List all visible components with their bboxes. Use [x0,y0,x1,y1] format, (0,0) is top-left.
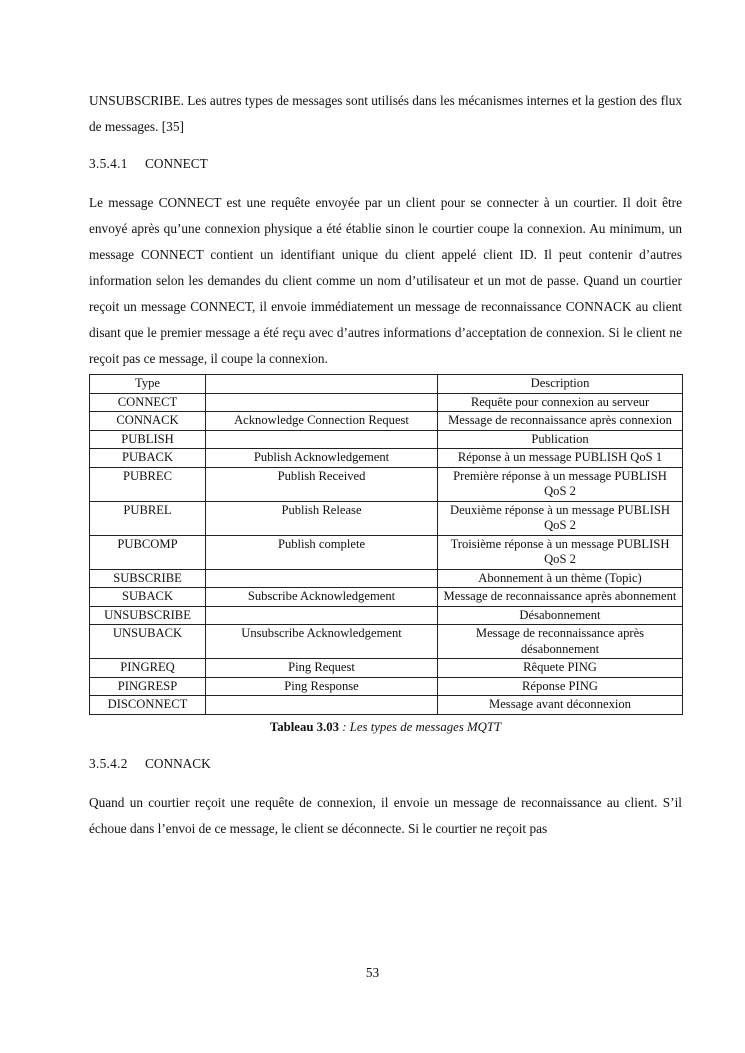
cell-description: Réponse à un message PUBLISH QoS 1 [438,449,683,468]
paragraph-connack: Quand un courtier reçoit une requête de connexion, il envoie un message de reconnaissance au client. S’il échoue dans l’envoi de ce message, le client se déconnecte. Si le courtier ne reçoit pas [89,794,682,836]
cell-description: Message de reconnaissance après désabonnement [438,625,683,659]
table-header-row [90,375,683,394]
cell-name [206,696,438,715]
cell-name [206,569,438,588]
cell-type: UNSUBSCRIBE [90,606,206,625]
cell-description: Réponse PING [438,677,683,696]
table-caption [89,718,682,736]
table-row [90,412,683,431]
header-description: Description [438,375,683,394]
cell-type: PINGREQ [90,659,206,678]
cell-name: Publish Release [206,501,438,535]
table-row [90,449,683,468]
paragraph-connect: Le message CONNECT est une requête envoyée par un client pour se connecter à un courtier. Il doit être envoyé après qu’une connexion physique a été établie sinon le courtier coupe la connexion. Au minimum, un message CONNECT contient un identifiant unique du client appelé client ID. Il peut contenir d’autres information selon les demandes du client comme un nom d’utilisateur et un mot de passe. Quand un courtier reçoit un message CONNECT, il envoie immédiatement un message de reconnaissance CONNACK au client disant que le premier message a été reçu avec d’autres informations d’acceptation de connexion. Si le client ne reçoit pas ce message, il coupe la connexion. [89,195,682,366]
cell-description: Abonnement à un thème (Topic) [438,569,683,588]
cell-name: Publish Acknowledgement [206,449,438,468]
cell-type: SUBSCRIBE [90,569,206,588]
cell-name [206,393,438,412]
cell-description: Message de reconnaissance après connexion [438,412,683,431]
table-row [90,467,683,501]
cell-description: Message de reconnaissance après abonnement [438,588,683,607]
cell-type: PUBLISH [90,430,206,449]
cell-name: Unsubscribe Acknowledgement [206,625,438,659]
cell-name: Acknowledge Connection Request [206,412,438,431]
mqtt-message-types-table [89,374,683,715]
table-row [90,677,683,696]
cell-name: Publish Received [206,467,438,501]
page-content [89,88,682,842]
table-row [90,588,683,607]
table-row [90,625,683,659]
cell-description: Message avant déconnexion [438,696,683,715]
cell-type: PUBREL [90,501,206,535]
cell-type: UNSUBACK [90,625,206,659]
cell-description: Rêquete PING [438,659,683,678]
section-number: 3.5.4.1 [89,156,128,171]
table-row [90,535,683,569]
paragraph-intro: UNSUBSCRIBE. Les autres types de messages sont utilisés dans les mécanismes internes et la gestion des flux de messages. [35] [89,93,682,134]
table-row [90,569,683,588]
section-heading-connect [89,154,682,174]
cell-description: Troisième réponse à un message PUBLISH QoS 2 [438,535,683,569]
table-row [90,501,683,535]
cell-name: Publish complete [206,535,438,569]
section-title: CONNECT [145,156,208,171]
cell-type: DISCONNECT [90,696,206,715]
table-row [90,696,683,715]
table-row [90,393,683,412]
cell-type: SUBACK [90,588,206,607]
section-title: CONNACK [145,755,211,771]
cell-type: PUBCOMP [90,535,206,569]
cell-description: Désabonnement [438,606,683,625]
cell-type: CONNACK [90,412,206,431]
cell-name: Ping Response [206,677,438,696]
cell-type: PUBACK [90,449,206,468]
cell-name: Subscribe Acknowledgement [206,588,438,607]
cell-type: PUBREC [90,467,206,501]
cell-type: CONNECT [90,393,206,412]
cell-description: Requête pour connexion au serveur [438,393,683,412]
cell-description: Publication [438,430,683,449]
cell-name [206,606,438,625]
cell-name [206,430,438,449]
cell-name: Ping Request [206,659,438,678]
section-heading-connack [89,754,682,774]
caption-text: : Les types de messages MQTT [339,719,502,734]
header-type: Type [90,375,206,394]
cell-description: Deuxième réponse à un message PUBLISH QoS 2 [438,501,683,535]
table-row [90,606,683,625]
table-body [90,393,683,714]
section-number: 3.5.4.2 [89,755,128,771]
caption-label: Tableau 3.03 [269,719,340,734]
table-row [90,659,683,678]
cell-type: PINGRESP [90,677,206,696]
cell-description: Première réponse à un message PUBLISH QoS 2 [438,467,683,501]
page-number: 53 [365,965,380,980]
table-row [90,430,683,449]
header-name [206,375,438,394]
